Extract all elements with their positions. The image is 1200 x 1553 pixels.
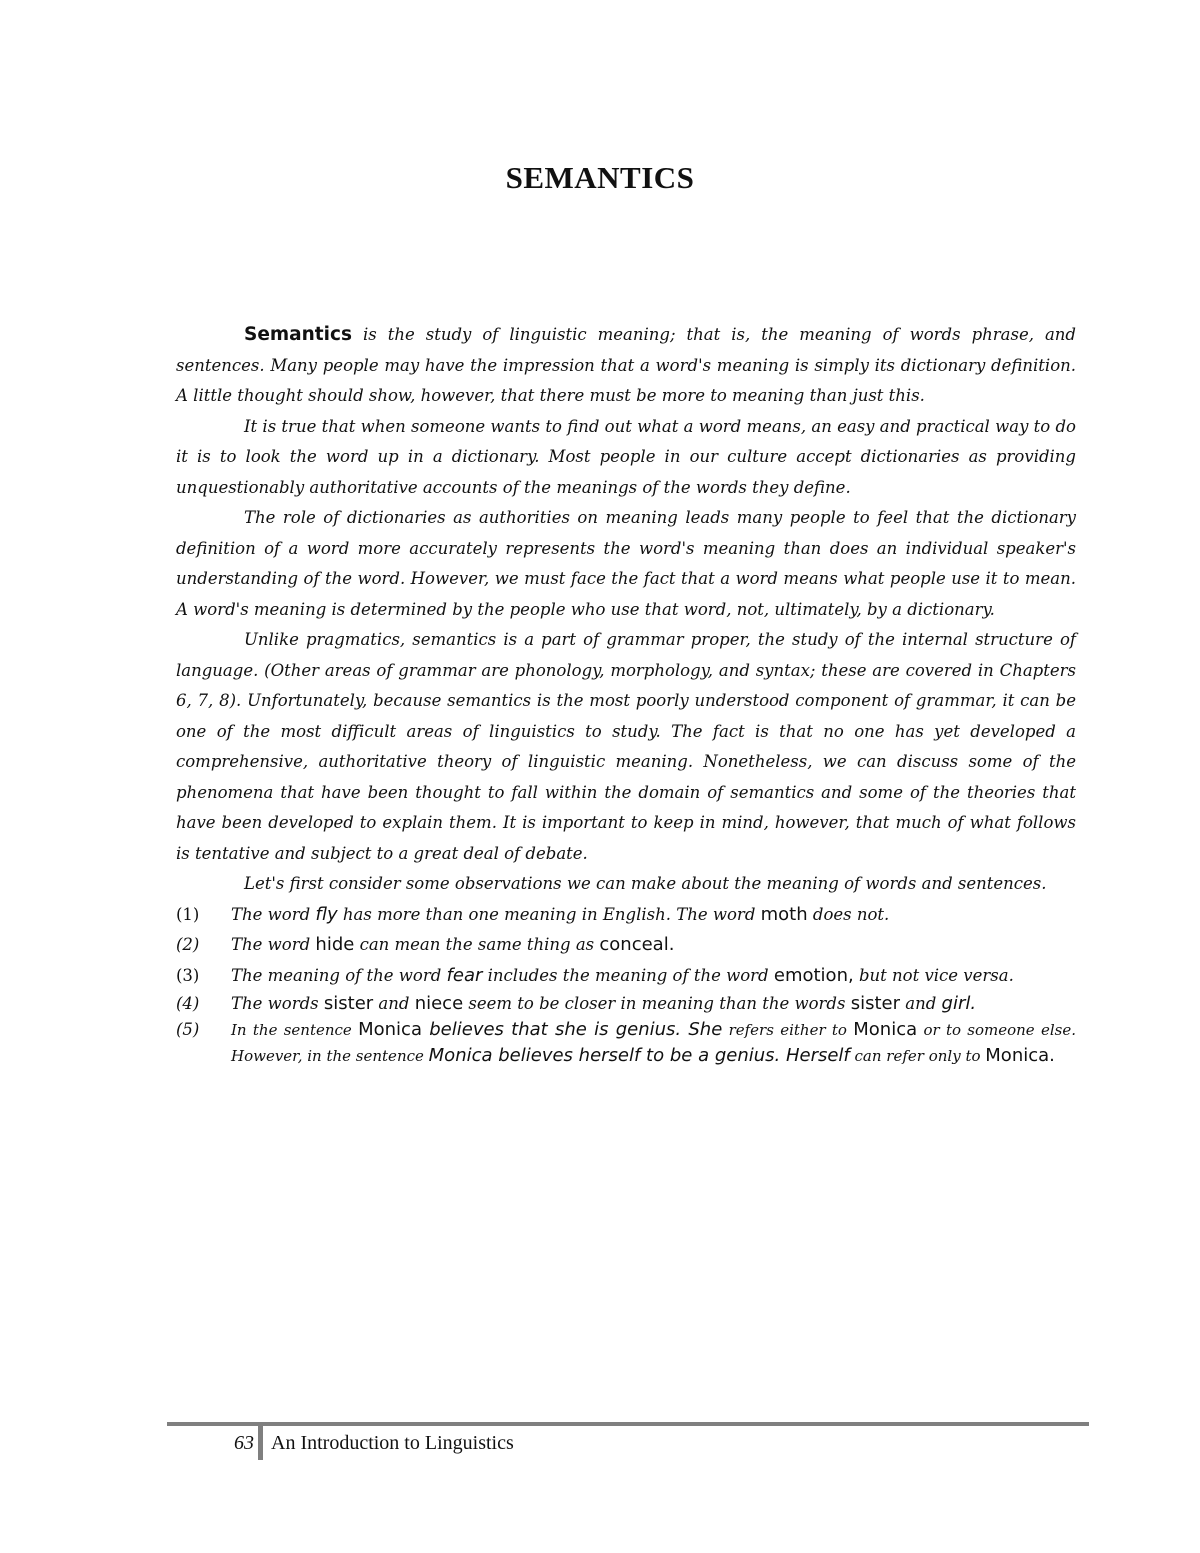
document-body: [176, 320, 1076, 1069]
observation-list: [176, 900, 1076, 1070]
item-text: The word hide can mean the same thing as conceal.: [231, 934, 675, 955]
paragraph: It is true that when someone wants to find out what a word means, an easy and practical way to do it is to look the word up in a dictionary. Most people in our culture accept dictionaries as providing unquestionably authoritative accounts of the meanings of the words they define.: [176, 416, 1076, 497]
footer-rule: [167, 1422, 1089, 1426]
paragraph: Unlike pragmatics, semantics is a part of grammar proper, the study of the internal structure of language. (Other areas of grammar are phonology, morphology, and syntax; these are covered in Chapters 6, 7, 8). Unfortunately, because semantics is the most poorly understood component of grammar, it can be one of the most difficult areas of linguistics to study. The fact is that no one has yet developed a comprehensive, authoritative theory of linguistic meaning. Nonetheless, we can discuss some of the phenomena that have been thought to fall within the domain of semantics and some of the theories that have been developed to explain them. It is important to keep in mind, however, that much of what follows is tentative and subject to a great deal of debate.: [176, 630, 1076, 863]
item-text: In the sentence Monica believes that she is genius. She refers either to Monica or to someone else. However, in the sentence Monica believes herself to be a genius. Herself can refer only to Monica.: [231, 1019, 1076, 1066]
list-item: [176, 991, 1076, 1017]
item-text: The word fly has more than one meaning in English. The word moth does not.: [231, 903, 890, 925]
running-footer-title: An Introduction to Linguistics: [271, 1432, 514, 1454]
footer-divider: [258, 1426, 263, 1460]
list-item: [176, 930, 1076, 961]
page-title: SEMANTICS: [505, 160, 695, 195]
item-number: (2): [176, 935, 200, 954]
paragraph-text: is the study of linguistic meaning; that is, the meaning of words phrase, and sentences. Many people may have the impression that a word's meaning is simply its dictionary definition. A little thought should show, however, that there must be more to meaning than just this.: [176, 325, 1076, 405]
key-term: Semantics: [244, 324, 352, 345]
list-item: [176, 961, 1076, 992]
item-number: (1): [176, 904, 200, 924]
paragraph: Let's first consider some observations we can make about the meaning of words and sentences.: [244, 874, 1047, 893]
item-number: (3): [176, 965, 200, 985]
list-item: [176, 900, 1076, 931]
page-number: 63: [234, 1432, 254, 1454]
item-number: (5): [176, 1020, 200, 1039]
paragraph: [176, 320, 1076, 412]
paragraph: The role of dictionaries as authorities on meaning leads many people to feel that the dictionary definition of a word more accurately represents the word's meaning than does an individual speaker's understanding of the word. However, we must face the fact that a word means what people use it to mean. A word's meaning is determined by the people who use that word, not, ultimately, by a dictionary.: [176, 508, 1076, 619]
item-text: The meaning of the word fear includes the meaning of the word emotion, but not vice versa.: [231, 964, 1014, 986]
list-item: [176, 1017, 1076, 1069]
item-text: The words sister and niece seem to be closer in meaning than the words sister and girl.: [231, 993, 977, 1014]
item-number: (4): [176, 994, 200, 1013]
